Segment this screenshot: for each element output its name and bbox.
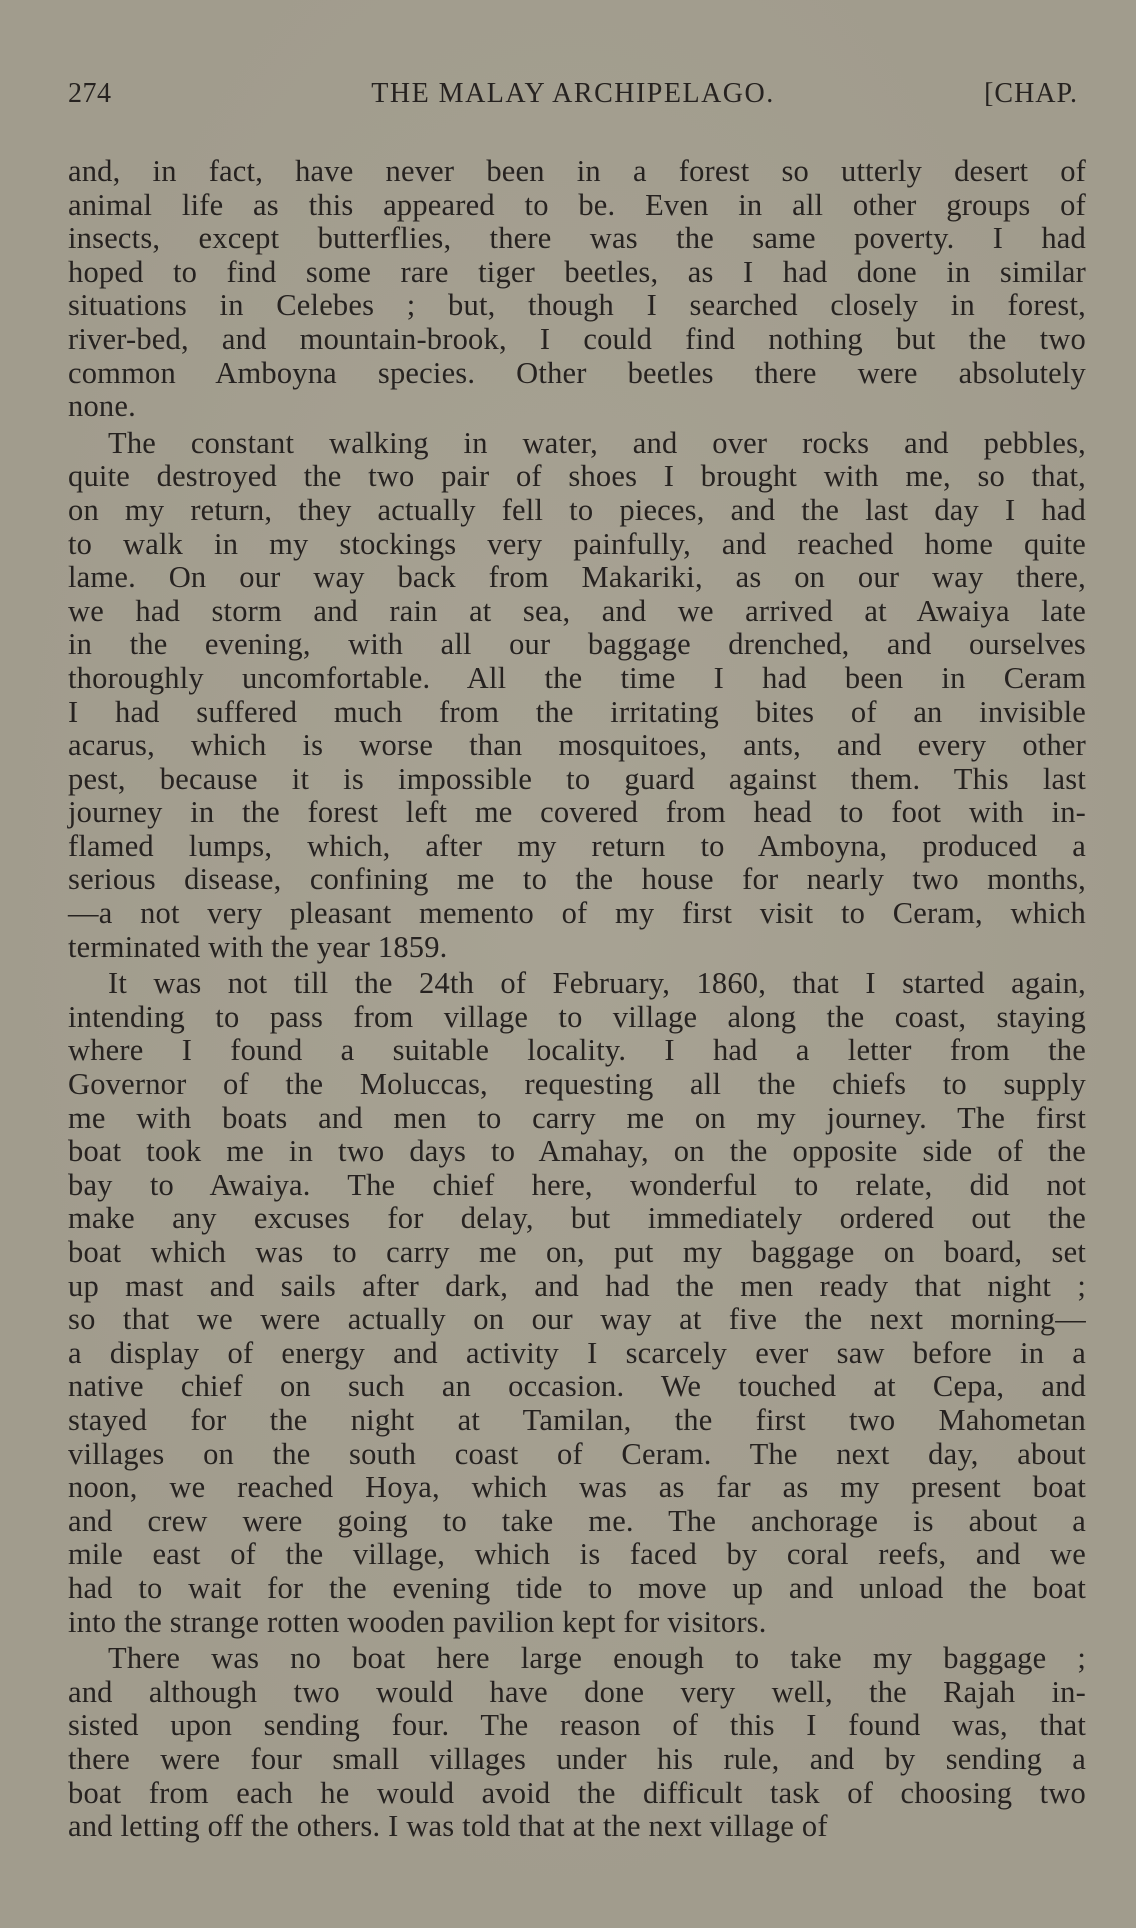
text-line: The constant walking in water, and over rocks and pebbles,: [108, 425, 1086, 460]
text-line: stayed for the night at Tamilan, the first two Mahometan: [68, 1402, 1086, 1437]
text-line: boat which was to carry me on, put my baggage on board, set: [68, 1235, 1086, 1269]
text-line: on my return, they actually fell to pieces, and the last day I had: [68, 492, 1086, 527]
text-line: boat took me in two days to Amahay, on the opposite side of the: [68, 1134, 1086, 1169]
text-line: boat from each he would avoid the difficult task of choosing two: [68, 1775, 1086, 1810]
text-line: bay to Awaiya. The chief here, wonderful to relate, did not: [68, 1167, 1086, 1202]
text-line: make any excuses for delay, but immediately ordered out the: [68, 1201, 1086, 1236]
text-line: —a not very pleasant memento of my first visit to Ceram, which: [68, 896, 1086, 931]
text-line: lame. On our way back from Makariki, as on our way there,: [68, 560, 1086, 595]
text-line: situations in Celebes ; but, though I searched closely in forest,: [68, 288, 1086, 323]
running-title: THE MALAY ARCHIPELAGO.: [371, 78, 775, 109]
text-line: I had suffered much from the irritating bites of an invisible: [68, 694, 1086, 729]
text-line: a display of energy and activity I scarcely ever saw before in a: [68, 1335, 1086, 1370]
text-line: to walk in my stockings very painfully, and reached home quite: [68, 526, 1086, 561]
text-line: quite destroyed the two pair of shoes I brought with me, so that,: [68, 459, 1086, 494]
text-line: animal life as this appeared to be. Even in all other groups of: [68, 187, 1086, 222]
text-line: There was no boat here large enough to take my baggage ;: [108, 1641, 1086, 1676]
text-line: common Amboyna species. Other beetles there were absolutely: [68, 355, 1086, 390]
text-line: where I found a suitable locality. I had a letter from the: [68, 1033, 1086, 1068]
paragraph: [68, 1642, 1086, 1844]
text-line: terminated with the year 1859.: [68, 929, 448, 964]
text-line: and crew were going to take me. The anchorage is about a: [68, 1503, 1086, 1538]
text-line: thoroughly uncomfortable. All the time I had been in Ceram: [68, 660, 1086, 695]
text-line: It was not till the 24th of February, 1860, that I started again,: [108, 966, 1086, 1001]
text-line: and letting off the others. I was told that at the next village of: [68, 1809, 828, 1844]
text-line: none.: [68, 389, 136, 424]
text-line: villages on the south coast of Ceram. The next day, about: [68, 1436, 1086, 1471]
text-line: sisted upon sending four. The reason of this I found was, that: [68, 1708, 1086, 1743]
text-line: and, in fact, have never been in a forest so utterly desert of: [68, 154, 1086, 188]
text-line: flamed lumps, which, after my return to Amboyna, produced a: [68, 828, 1086, 863]
text-line: mile east of the village, which is faced by coral reefs, and we: [68, 1537, 1086, 1572]
text-line: had to wait for the evening tide to move up and unload the boat: [68, 1570, 1086, 1605]
text-line: me with boats and men to carry me on my journey. The first: [68, 1100, 1086, 1135]
text-line: in the evening, with all our baggage drenched, and ourselves: [68, 627, 1086, 662]
paragraph: [68, 427, 1086, 965]
page-number: 274: [68, 78, 112, 109]
text-line: journey in the forest left me covered from head to foot with in-: [68, 795, 1086, 830]
text-line: pest, because it is impossible to guard against them. This last: [68, 761, 1086, 796]
body-text: [68, 155, 1086, 1844]
paragraph: [68, 155, 1086, 424]
chapter-marker: [CHAP.: [984, 78, 1078, 109]
text-line: serious disease, confining me to the house for nearly two months,: [68, 862, 1086, 897]
text-line: noon, we reached Hoya, which was as far as my present boat: [68, 1470, 1086, 1505]
text-line: intending to pass from village to village along the coast, staying: [68, 999, 1086, 1034]
text-line: insects, except butterflies, there was the same poverty. I had: [68, 221, 1086, 256]
text-line: acarus, which is worse than mosquitoes, ants, and every other: [68, 728, 1086, 763]
paragraph: [68, 967, 1086, 1639]
text-line: native chief on such an occasion. We touched at Cepa, and: [68, 1369, 1086, 1404]
text-line: into the strange rotten wooden pavilion kept for visitors.: [68, 1604, 767, 1639]
text-line: there were four small villages under his rule, and by sending a: [68, 1741, 1086, 1776]
text-line: so that we were actually on our way at five the next morning—: [68, 1302, 1086, 1337]
page-header: [68, 72, 1078, 112]
text-line: river-bed, and mountain-brook, I could find nothing but the two: [68, 321, 1086, 356]
text-line: up mast and sails after dark, and had the men ready that night ;: [68, 1268, 1086, 1303]
text-line: we had storm and rain at sea, and we arrived at Awaiya late: [68, 593, 1086, 628]
text-line: hoped to find some rare tiger beetles, as I had done in similar: [68, 254, 1086, 289]
text-line: Governor of the Moluccas, requesting all the chiefs to supply: [68, 1067, 1086, 1102]
text-line: and although two would have done very well, the Rajah in-: [68, 1674, 1086, 1709]
